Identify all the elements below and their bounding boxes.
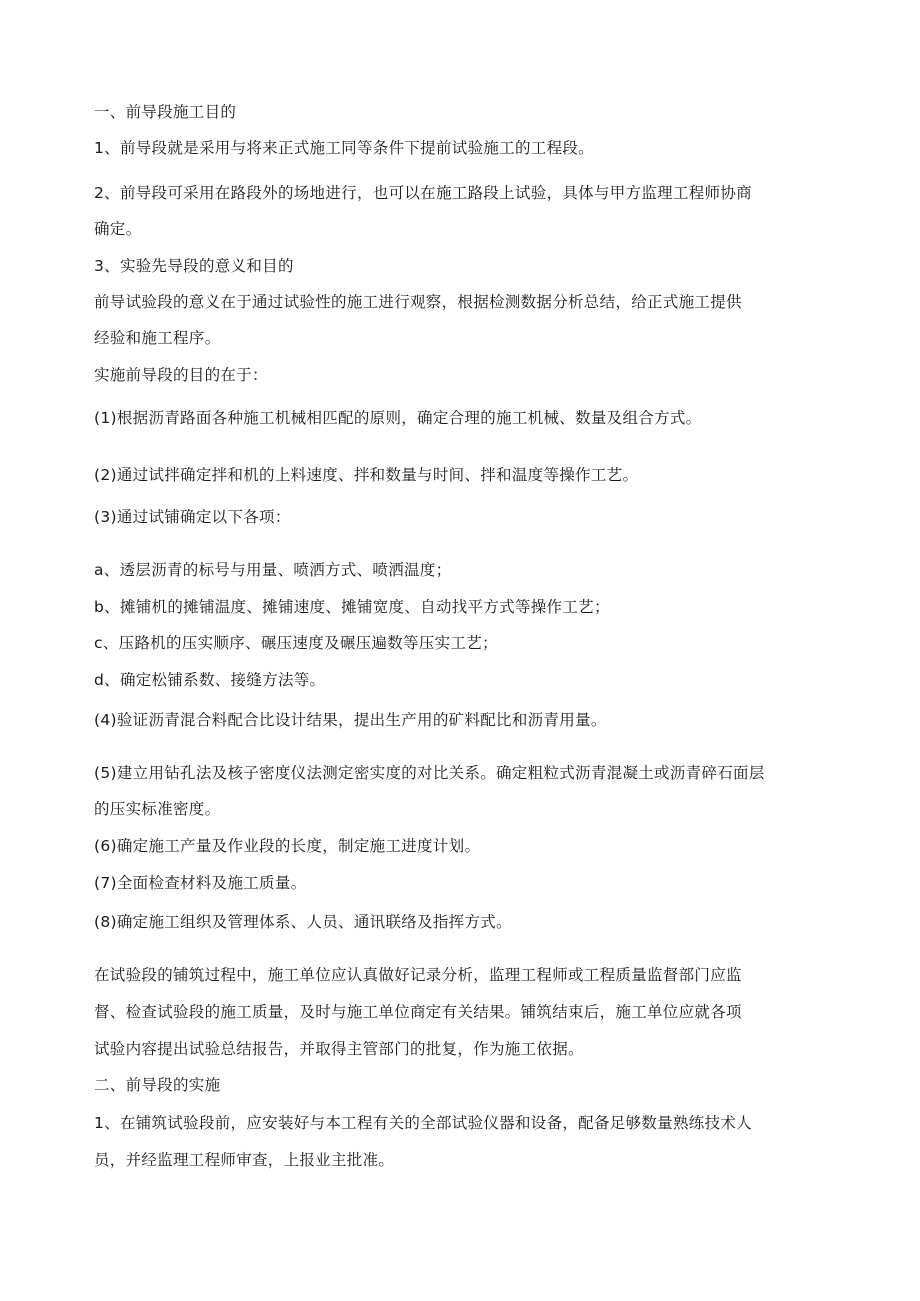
paragraph-line: 督、检查试验段的施工质量，及时与施工单位商定有关结果。铺筑结束后，施工单位应就各项 (94, 1003, 742, 1021)
list-item: (5)建立用钻孔法及核子密度仪法测定密实度的对比关系。确定粗粒式沥青混凝土或沥青碎石面层 (94, 764, 765, 782)
sub-list-item: d、确定松铺系数、接缝方法等。 (94, 671, 326, 689)
list-item: (1)根据沥青路面各种施工机械相匹配的原则，确定合理的施工机械、数量及组合方式。 (94, 409, 702, 427)
paragraph-line: 前导试验段的意义在于通过试验性的施工进行观察，根据检测数据分析总结，给正式施工提供 (94, 293, 742, 311)
paragraph-line: 确定。 (94, 220, 142, 238)
sub-list-item: a、透层沥青的标号与用量、喷洒方式、喷洒温度； (94, 561, 452, 579)
sub-list-item: c、压路机的压实顺序、碾压速度及碾压遍数等压实工艺； (94, 634, 498, 652)
list-item: (3)通过试铺确定以下各项： (94, 508, 291, 526)
section-heading-2: 二、前导段的实施 (94, 1076, 221, 1094)
paragraph-line: 经验和施工程序。 (94, 329, 221, 347)
paragraph-line: 的压实标准密度。 (94, 800, 221, 818)
list-item: (6)确定施工产量及作业段的长度，制定施工进度计划。 (94, 837, 481, 855)
paragraph-line: 3、实验先导段的意义和目的 (94, 257, 294, 275)
paragraph-line: 2、前导段可采用在路段外的场地进行，也可以在施工路段上试验，具体与甲方监理工程师协商 (94, 184, 752, 202)
section-heading-1: 一、前导段施工目的 (94, 103, 237, 121)
paragraph-line: 员，并经监理工程师审查，上报业主批准。 (94, 1151, 395, 1169)
sub-list-item: b、摊铺机的摊铺温度、摊铺速度、摊铺宽度、自动找平方式等操作工艺； (94, 598, 610, 616)
paragraph-line: 试验内容提出试验总结报告，并取得主管部门的批复，作为施工依据。 (94, 1040, 584, 1058)
paragraph-line: 1、前导段就是采用与将来正式施工同等条件下提前试验施工的工程段。 (94, 139, 594, 157)
list-item: (8)确定施工组织及管理体系、人员、通讯联络及指挥方式。 (94, 913, 512, 931)
list-item: (4)验证沥青混合料配合比设计结果，提出生产用的矿料配比和沥青用量。 (94, 711, 607, 729)
list-item: (7)全面检查材料及施工质量。 (94, 874, 307, 892)
paragraph-line: 实施前导段的目的在于： (94, 366, 268, 384)
list-item: (2)通过试拌确定拌和机的上料速度、拌和数量与时间、拌和温度等操作工艺。 (94, 466, 639, 484)
paragraph-line: 在试验段的铺筑过程中，施工单位应认真做好记录分析，监理工程师或工程质量监督部门应监 (94, 966, 742, 984)
paragraph-line: 1、在铺筑试验段前，应安装好与本工程有关的全部试验仪器和设备，配备足够数量熟练技术人 (94, 1114, 752, 1132)
